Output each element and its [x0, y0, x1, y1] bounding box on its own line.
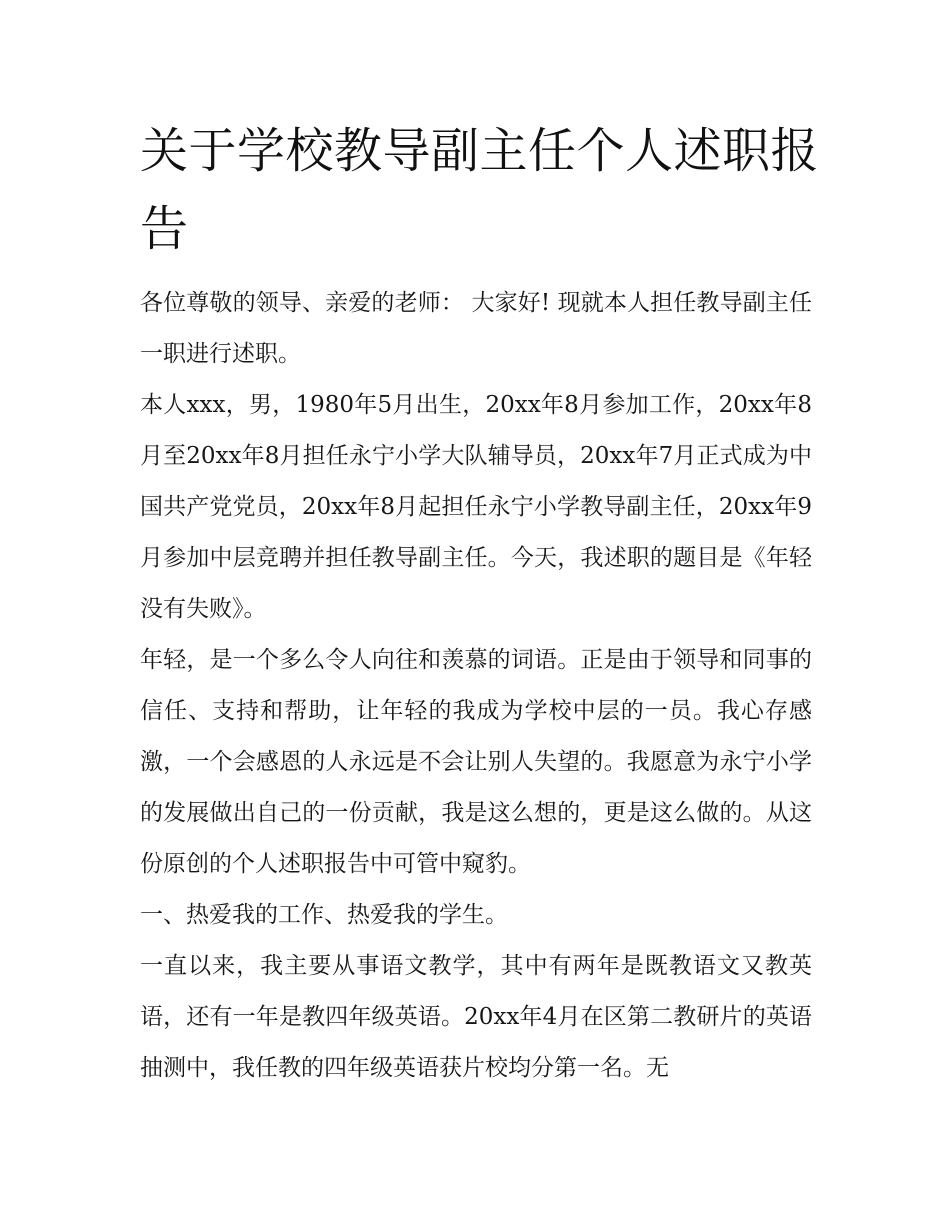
document-body [140, 278, 812, 1094]
paragraph-youth: 年轻，是一个多么令人向往和羡慕的词语。正是由于领导和同事的信任、支持和帮助，让年轻的我成为学校中层的一员。我心存感激，一个会感恩的人永远是不会让别人失望的。我愿意为永宁小学的发展做出自己的一份贡献，我是这么想的，更是这么做的。从这份原创的个人述职报告中可管中窥豹。 [140, 647, 812, 877]
paragraph-teaching: 一直以来，我主要从事语文教学，其中有两年是既教语文又教英语，还有一年是教四年级英语。20xx年4月在区第二教研片的英语抽测中，我任教的四年级英语获片校均分第一名。无 [140, 953, 812, 1081]
paragraph-greeting: 各位尊敬的领导、亲爱的老师： 大家好! 现就本人担任教导副主任一职进行述职。 [140, 290, 812, 367]
section-heading-1: 一、热爱我的工作、热爱我的学生。 [140, 902, 508, 928]
paragraph-personal-info: 本人xxx，男，1980年5月出生，20xx年8月参加工作，20xx年8月至20xx年8月担任永宁小学大队辅导员，20xx年7月正式成为中国共产党党员，20xx年8月起担任永宁小学教导副主任，20xx年9月参加中层竞聘并担任教导副主任。今天，我述职的题目是《年轻没有失败》。 [140, 392, 812, 622]
document-title: 关于学校教导副主任个人述职报告 [140, 123, 820, 257]
